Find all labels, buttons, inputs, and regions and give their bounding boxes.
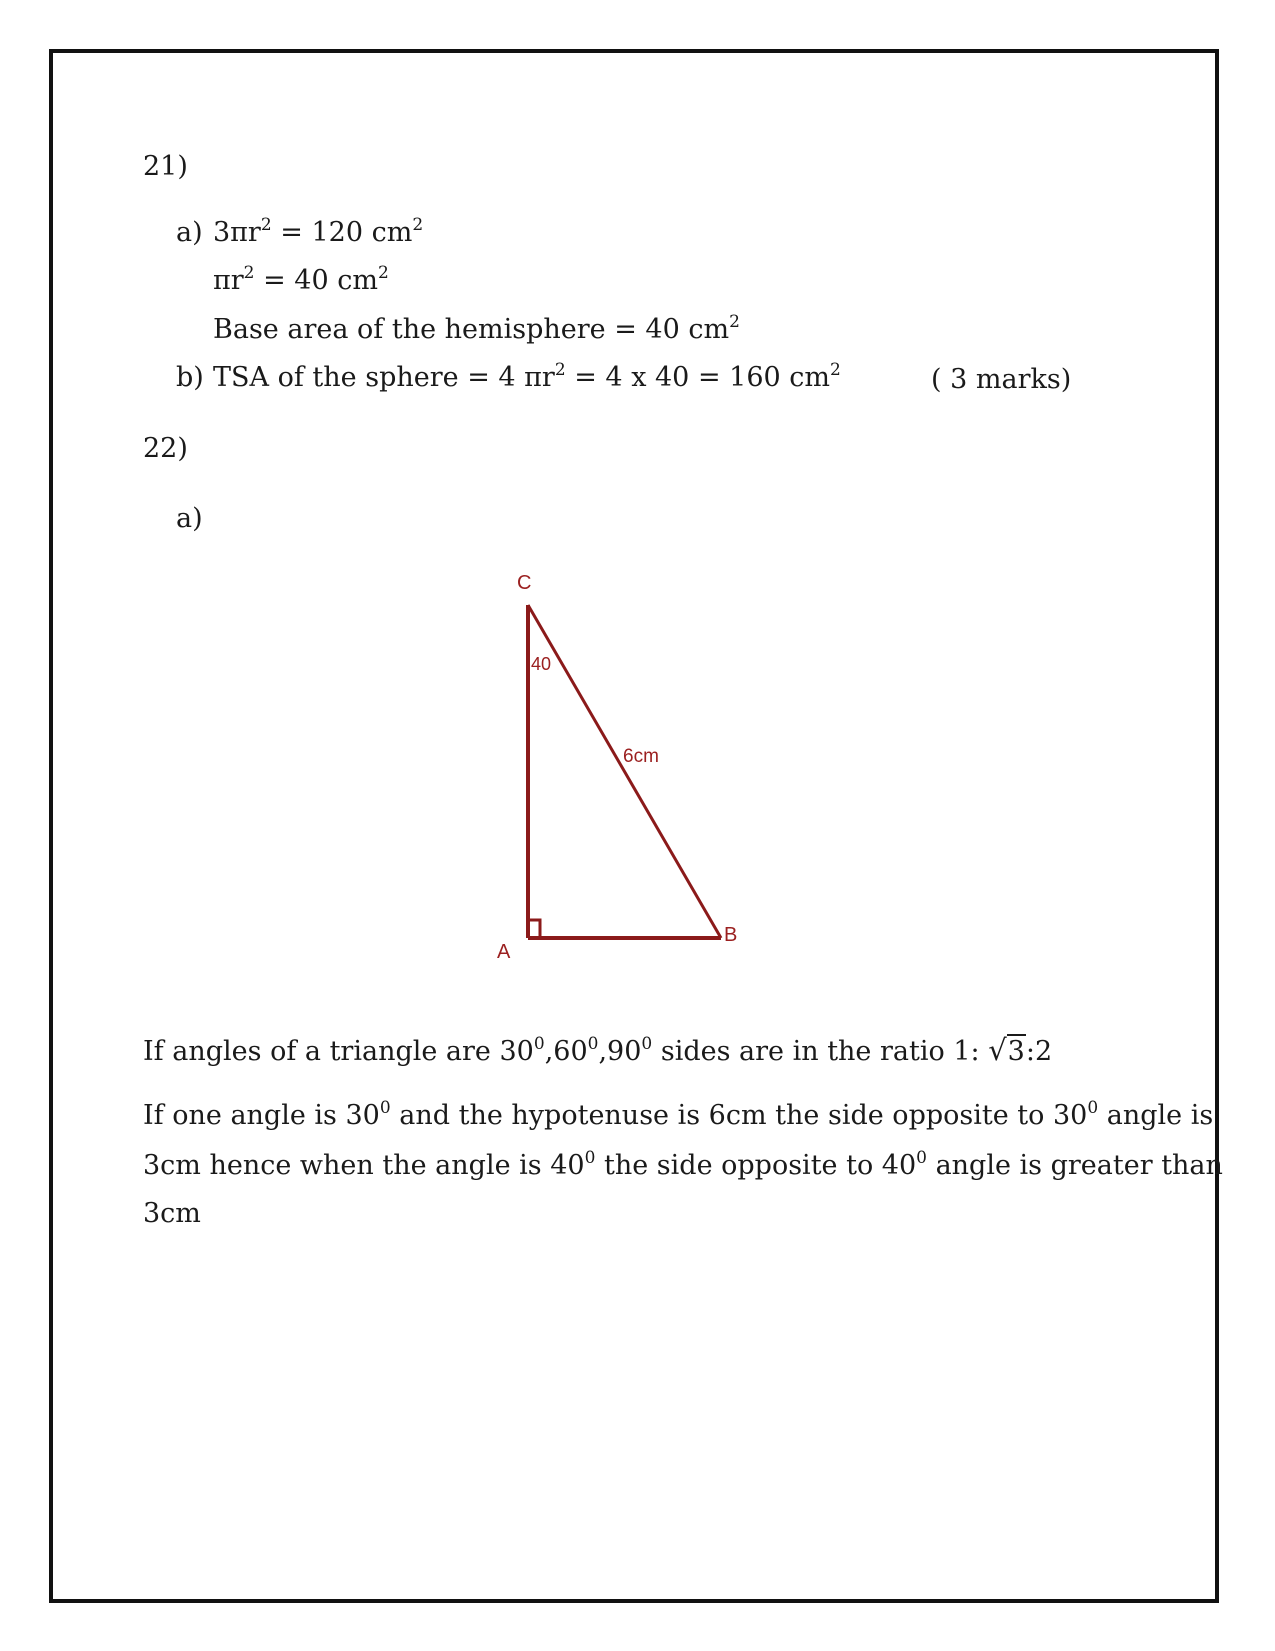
question-21-number: 21)	[143, 151, 188, 182]
triangle-diagram	[480, 560, 760, 970]
hypotenuse-label: 6cm	[623, 746, 659, 767]
q21-part-b-label: b)	[176, 362, 204, 393]
q21-marks: ( 3 marks)	[931, 364, 1072, 395]
side-cb-hypotenuse	[528, 605, 721, 938]
q22-explanation-line3: 3cm	[143, 1198, 201, 1229]
q21-b-text: TSA of the sphere = 4 $\pi r^2 = 4$ x 40 = 160 $cm^2$	[213, 360, 841, 393]
q21-a-line3: Base area of the hemisphere = 40 $cm^2$	[213, 312, 740, 345]
square-root-symbol: √3	[988, 1033, 1025, 1067]
triangle-lines	[528, 605, 721, 938]
q21-a-line2: $\pi r^2 = 40$ $cm^2$	[213, 263, 389, 296]
angle-c-label: 40	[531, 654, 552, 674]
q22-explanation-line1: If one angle is $30^0$ and the hypotenuse is 6cm the side opposite to $30^0$ angle is	[143, 1098, 1214, 1131]
question-22-number: 22)	[143, 433, 188, 464]
q21-a-line1: $3\pi r^2 = 120$ $cm^2$	[213, 215, 424, 248]
vertex-label-b: B	[724, 924, 738, 946]
q22-ratio-paragraph: If angles of a triangle are $30^0,60^0,90^0$ sides are in the ratio 1: √3:2	[143, 1033, 1053, 1067]
vertex-label-a: A	[497, 941, 511, 963]
q22-explanation-line2: 3cm hence when the angle is $40^0$ the side opposite to $40^0$ angle is greater than	[143, 1148, 1223, 1181]
vertex-label-c: C	[517, 572, 532, 594]
q21-part-a-label: a)	[176, 217, 203, 248]
q22-part-a-label: a)	[176, 503, 203, 534]
